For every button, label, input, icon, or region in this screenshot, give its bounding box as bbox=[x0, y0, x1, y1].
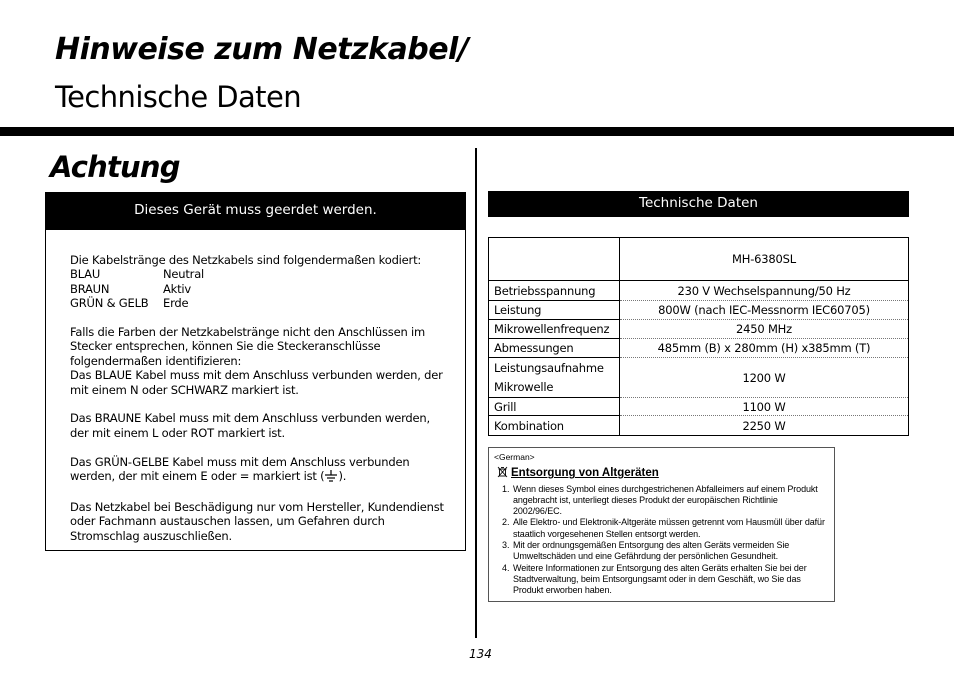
paragraph-green-yellow-cable: Das GRÜN-GELBE Kabel muss mit dem Anschluss verbunden werden, der mit einem E oder = markiert ist ( ). bbox=[70, 455, 450, 486]
model-number: MH-6380SL bbox=[620, 238, 909, 281]
spec-table bbox=[488, 237, 909, 436]
table-row: Leistungsaufnahme Mikrowelle 1200 W bbox=[489, 358, 909, 398]
section-heading-achtung: Achtung bbox=[50, 150, 180, 184]
paragraph-damaged-cable: Das Netzkabel bei Beschädigung nur vom Hersteller, Kundendienst oder Fachmann austauschen lassen, um Gefahren durch Stromschlag auszuschließen. bbox=[70, 499, 444, 543]
list-item: 1. Wenn dieses Symbol eines durchgestrichenen Abfalleimers auf einem Produkt angebracht ist, unterliegt dieses Produkt der europäischen Richtlinie 2002/96/EC. bbox=[502, 483, 818, 517]
cable-row: BLAU Neutral bbox=[70, 267, 205, 282]
warning-box-header: Dieses Gerät muss geerdet werden. bbox=[46, 193, 465, 230]
table-row: Grill 1100 W bbox=[489, 398, 909, 416]
table-row: Mikrowellenfrequenz 2450 MHz bbox=[489, 320, 909, 339]
paragraph-brown-cable: Das BRAUNE Kabel muss mit dem Anschluss verbunden werden, der mit einem L oder ROT markiert ist. bbox=[70, 411, 430, 440]
disposal-title: Entsorgung von Altgeräten bbox=[494, 466, 829, 481]
page-title-line2: Technische Daten bbox=[55, 80, 301, 114]
list-item: 3. Mit der ordnungsgemäßen Entsorgung des alten Geräts vermeiden Sie Umweltschäden und eine Gefährdung der persönlichen Gesundheit. bbox=[502, 540, 790, 562]
cable-row: BRAUN Aktiv bbox=[70, 281, 192, 296]
cable-intro: Die Kabelstränge des Netzkabels sind folgendermaßen kodiert: bbox=[70, 253, 422, 267]
header-rule bbox=[0, 127, 954, 136]
page-number: 134 bbox=[469, 647, 492, 661]
ground-symbol-icon bbox=[324, 470, 338, 485]
cable-row: GRÜN & GELB Erde bbox=[70, 296, 189, 311]
paragraph-blue-cable: Das BLAUE Kabel muss mit dem Anschluss verbunden werden, der mit einem N oder SCHWARZ markiert ist. bbox=[70, 368, 443, 397]
table-row: Leistung 800W (nach IEC-Messnorm IEC60705) bbox=[489, 301, 909, 320]
table-row bbox=[489, 238, 909, 281]
column-divider bbox=[475, 148, 477, 638]
list-item: 2. Alle Elektro- und Elektronik-Altgeräte müssen getrennt vom Hausmüll über dafür staatlich vorgesehenen Stellen entsorgt werden. bbox=[502, 517, 825, 539]
table-row: Betriebsspannung 230 V Wechselspannung/50 Hz bbox=[489, 281, 909, 301]
table-row: Abmessungen 485mm (B) x 280mm (H) x385mm (T) bbox=[489, 339, 909, 358]
paragraph-identify: Falls die Farben der Netzkabelstränge nicht den Anschlüssen im Stecker entsprechen, können Sie die Steckeranschlüsse folgendermaßen identifizieren: bbox=[70, 325, 425, 368]
warning-box-body bbox=[70, 253, 450, 557]
disposal-list bbox=[494, 484, 829, 597]
tech-data-header: Technische Daten bbox=[488, 191, 909, 217]
list-item: 4. Weitere Informationen zur Entsorgung des alten Geräts erhalten Sie bei der Stadtverwaltung, beim Entsorgungsamt oder in dem Geschäft, wo Sie das Produkt erworben haben. bbox=[502, 562, 807, 596]
table-row: Kombination 2250 W bbox=[489, 416, 909, 436]
weee-disposal-notice bbox=[488, 447, 835, 602]
crossed-bin-icon bbox=[497, 466, 508, 481]
grounding-warning-box bbox=[45, 192, 466, 551]
page-title-line1: Hinweise zum Netzkabel/ bbox=[55, 32, 469, 67]
language-tag: <German> bbox=[494, 452, 535, 462]
